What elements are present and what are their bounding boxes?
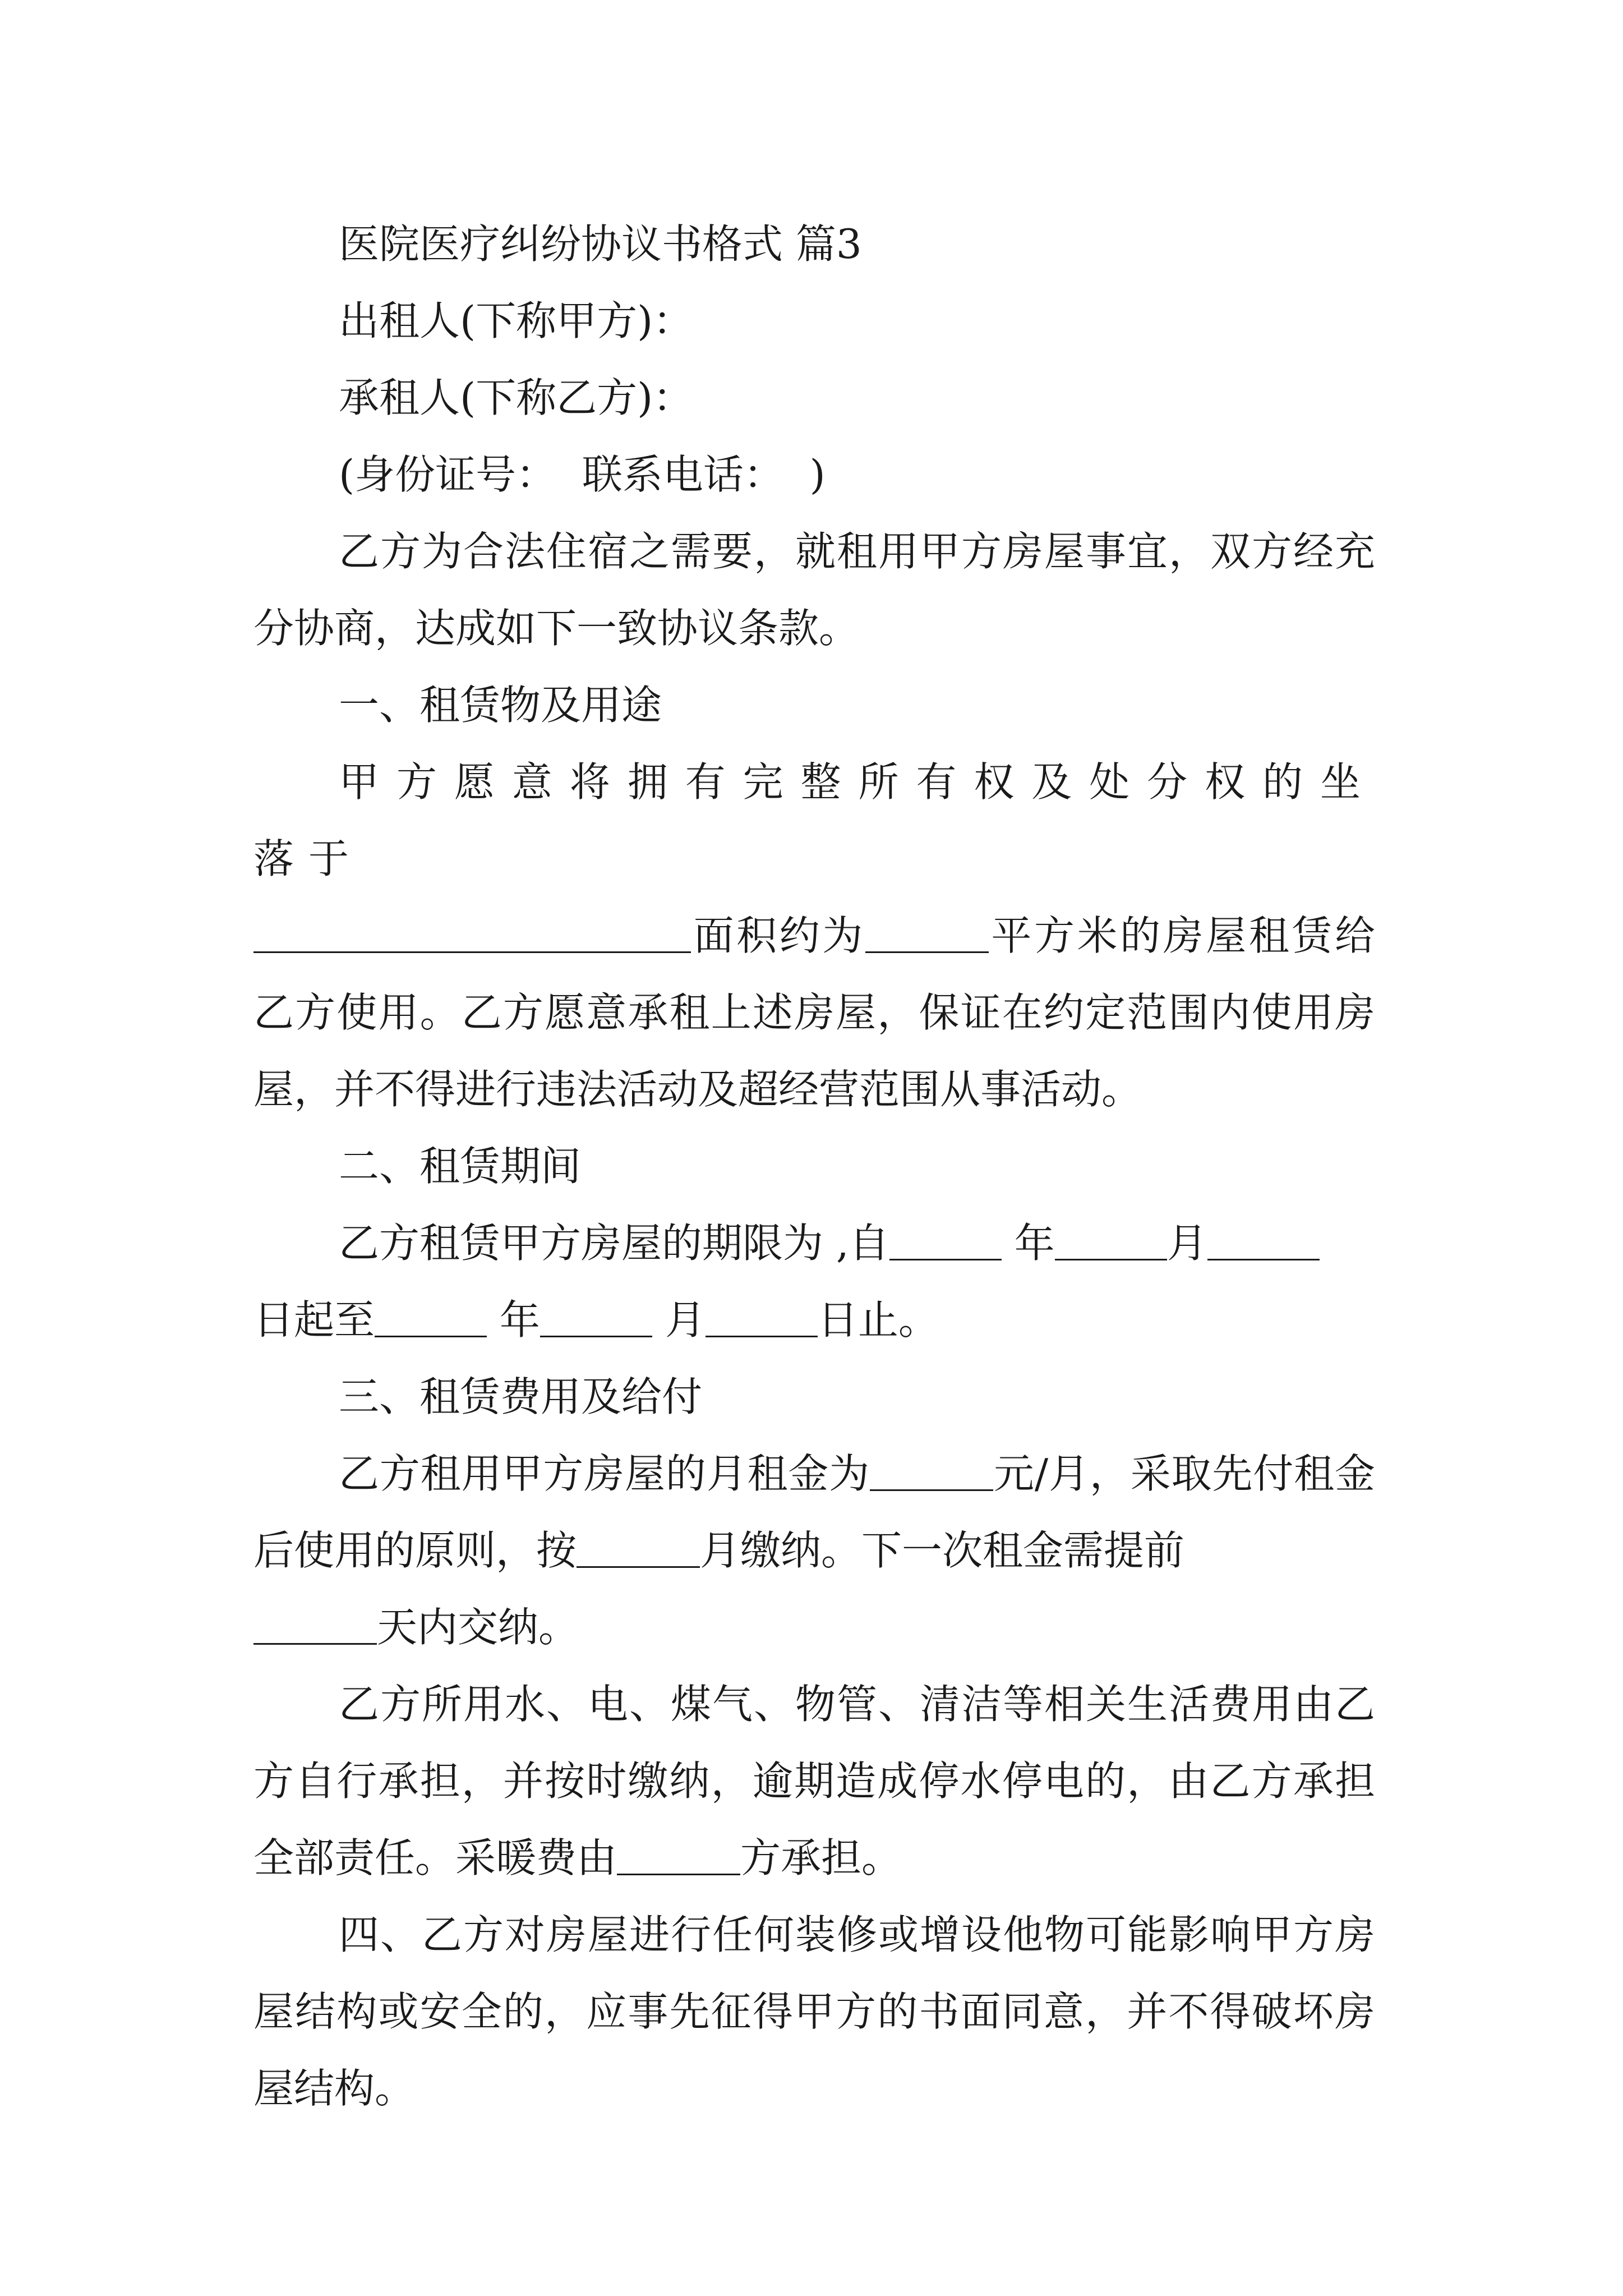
- section-3-text-d: 天内交纳。: [377, 1604, 579, 1651]
- section-3-p2-text-b: 方承担。: [740, 1834, 902, 1881]
- section-3-text-c: 月缴纳。下一次租金需提前: [700, 1527, 1185, 1574]
- section-3-heading: 三、租赁费用及给付: [339, 1373, 703, 1420]
- section-1-text-b: 面积约为: [691, 912, 865, 959]
- section-3-paragraph-1: [253, 1435, 1375, 1666]
- section-1-paragraph: [253, 744, 1375, 1128]
- section-3-paragraph-2: [253, 1666, 1375, 1897]
- document-body: [253, 206, 1375, 2127]
- address-blank: [253, 918, 691, 953]
- section-3-text-a: 乙方租用甲方房屋的月租金为: [339, 1450, 870, 1497]
- lessee-line: 承租人(下称乙方)：: [339, 374, 694, 421]
- section-2-text-b: 日起至: [253, 1296, 375, 1343]
- monthly-rent-blank: [870, 1456, 993, 1491]
- heating-party-blank: [617, 1840, 740, 1875]
- document-title: 医院医疗纠纷协议书格式 篇3: [339, 220, 862, 268]
- id-contact-line: (身份证号： 联系电话： ): [339, 451, 826, 498]
- section-2-end-text: 日止。: [817, 1296, 939, 1343]
- section-1-text-a: 甲方愿意将拥有完整所有权及处分权的坐落于: [253, 758, 1375, 882]
- payment-period-blank: [577, 1533, 700, 1568]
- end-month-label: 月: [665, 1296, 706, 1343]
- start-year-blank: [889, 1225, 1002, 1260]
- end-month-blank: [540, 1302, 652, 1337]
- section-3-p2-text-a: 乙方所用水、电、煤气、物管、清洁等相关生活费用由乙方自行承担，并按时缴纳，逾期造成停水停电的，由乙方承担全部责任。采暖费由: [253, 1681, 1375, 1881]
- section-3-text-b: 元/月，采取先付租金后使用的原则，按: [253, 1450, 1375, 1574]
- start-month-label: 月: [1166, 1220, 1207, 1267]
- end-day-blank: [706, 1302, 818, 1337]
- end-year-blank: [375, 1302, 487, 1337]
- section-1-heading: 一、租赁物及用途: [339, 682, 662, 729]
- start-month-blank: [1055, 1225, 1167, 1260]
- section-4-paragraph: 四、乙方对房屋进行任何装修或增设他物可能影响甲方房屋结构或安全的，应事先征得甲方的书面同意，并不得破坏房屋结构。: [253, 1911, 1375, 2112]
- lessor-line: 出租人(下称甲方)：: [339, 297, 694, 344]
- start-year-label: 年: [1014, 1220, 1055, 1267]
- start-day-blank: [1207, 1225, 1320, 1260]
- area-blank: [865, 918, 989, 953]
- preamble-paragraph: 乙方为合法住宿之需要，就租用甲方房屋事宜，双方经充分协商，达成如下一致协议条款。: [253, 528, 1375, 652]
- section-1-text-c: 平方米的房屋租赁给乙方使用。乙方愿意承租上述房屋，保证在约定范围内使用房屋，并不得进行违法活动及超经营范围从事活动。: [253, 912, 1375, 1113]
- section-2-heading: 二、租赁期间: [339, 1143, 582, 1190]
- advance-days-blank: [253, 1609, 377, 1645]
- end-year-label: 年: [499, 1296, 540, 1343]
- section-2-text-a: 乙方租赁甲方房屋的期限为 ,自: [339, 1220, 889, 1267]
- section-2-paragraph: [253, 1205, 1375, 1359]
